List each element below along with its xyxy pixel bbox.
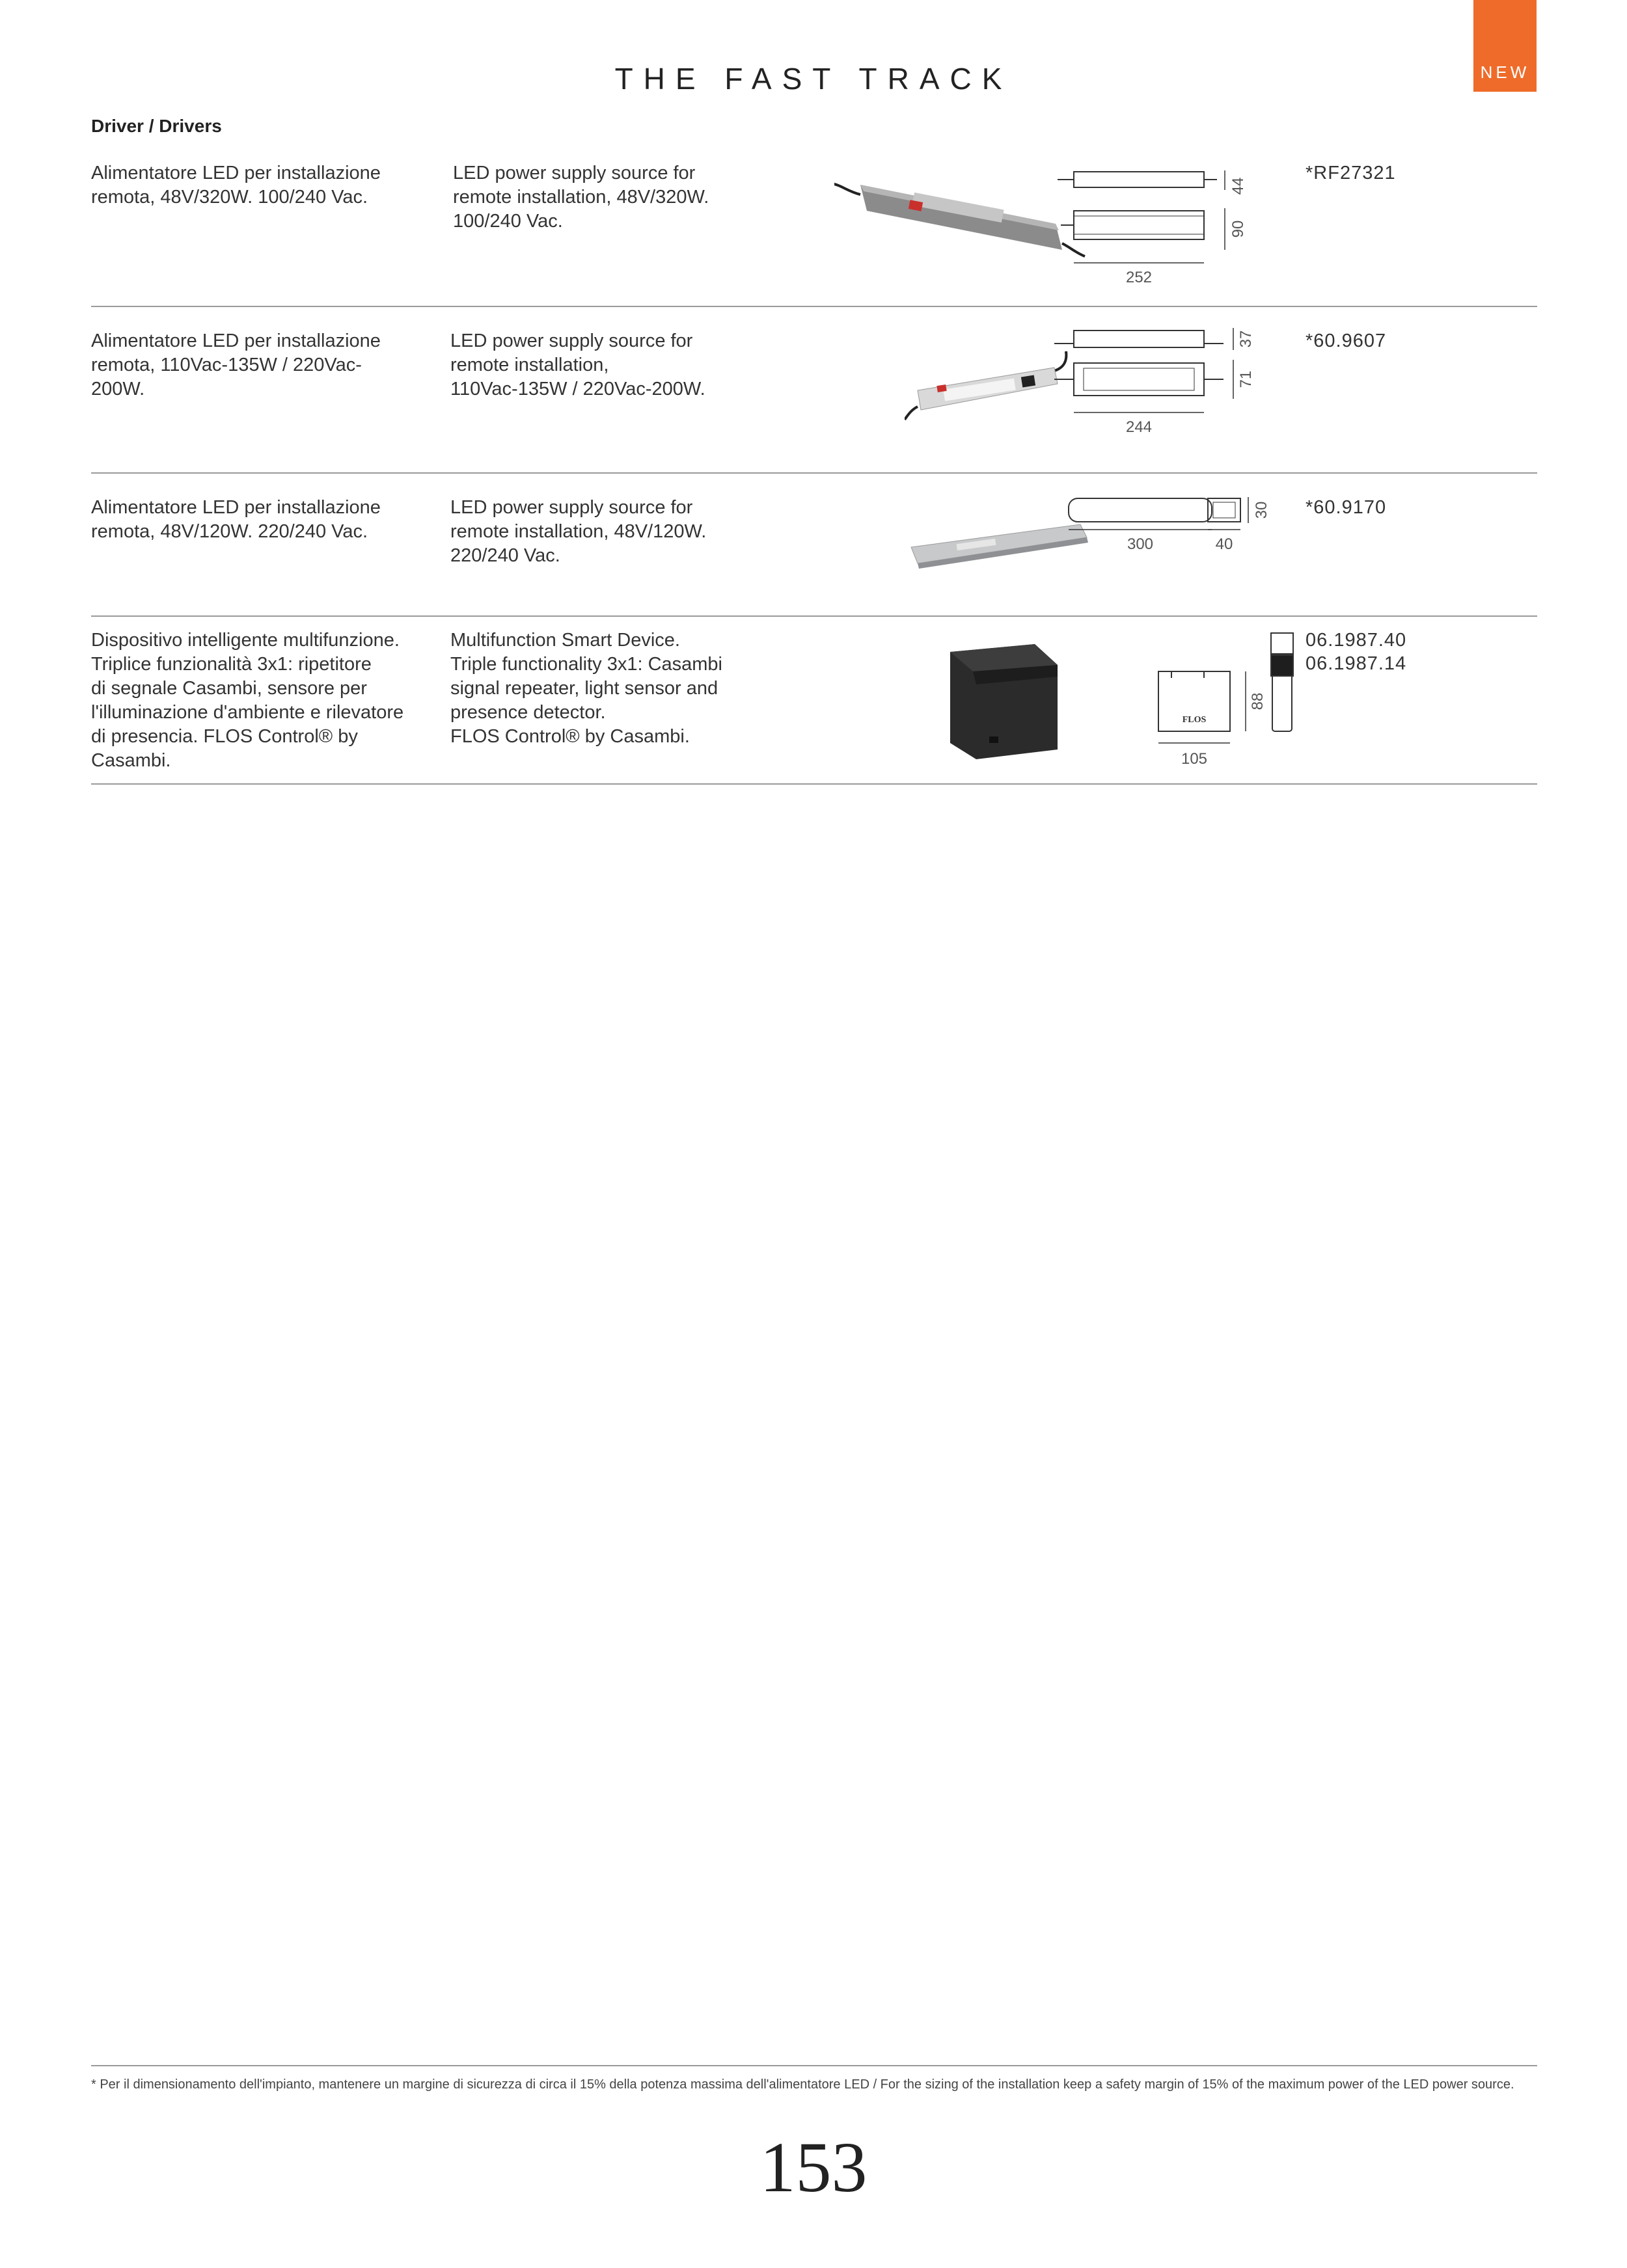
dimension-label: 30 [1253, 501, 1270, 519]
description-it: Dispositivo intelligente multifunzione. Triplice funzionalità 3x1: ripetitore di segnale Casambi, sensore per l'illuminazione d'ambiente e rilevatore di presencia. FLOS Control® by Casambi. [91, 630, 404, 771]
dimension-label: 44 [1229, 177, 1247, 195]
dimension-drawing [1145, 639, 1328, 776]
product-row-4 [91, 615, 1537, 785]
new-badge: NEW [1473, 0, 1537, 92]
dimension-label: 244 [1125, 418, 1153, 436]
dimension-label: 300 [1127, 535, 1154, 553]
device-logo: FLOS [1182, 715, 1207, 725]
product-row-2 [91, 306, 1537, 474]
product-code: 06.1987.14 [1306, 653, 1407, 674]
page-number: 153 [759, 2127, 868, 2207]
description-en: LED power supply source for remote installation, 110Vac-135W / 220Vac-200W. [450, 331, 705, 399]
color-swatch-white [1270, 632, 1294, 655]
product-code: *RF27321 [1306, 163, 1396, 183]
description-it: Alimentatore LED per installazione remota, 48V/320W. 100/240 Vac. [91, 163, 381, 208]
section-title: Driver / Drivers [91, 116, 222, 136]
dimension-label: 90 [1229, 220, 1247, 238]
dimension-label: 105 [1181, 750, 1208, 768]
product-code: *60.9170 [1306, 497, 1387, 518]
smart-device-photo [937, 639, 1067, 763]
dimension-label: 71 [1237, 370, 1255, 388]
product-code: *60.9607 [1306, 331, 1387, 351]
product-row-3 [91, 472, 1537, 617]
product-code: 06.1987.40 [1306, 630, 1407, 651]
description-it: Alimentatore LED per installazione remota, 110Vac-135W / 220Vac- 200W. [91, 331, 381, 399]
footnote: * Per il dimensionamento dell'impianto, mantenere un margine di sicurezza di circa il 15% della potenza massima dell'alimentatore LED / For the sizing of the installation keep a safety margin of 15% of the maximum power of the LED power source. [91, 2077, 1514, 2092]
description-it: Alimentatore LED per installazione remota, 48V/120W. 220/240 Vac. [91, 497, 381, 542]
product-row-1 [91, 154, 1537, 307]
description-en: Multifunction Smart Device. Triple functionality 3x1: Casambi signal repeater, light sensor and presence detector. FLOS Control® by Casambi. [450, 630, 722, 747]
description-en: LED power supply source for remote installation, 48V/120W. 220/240 Vac. [450, 497, 707, 566]
dimension-label: 252 [1125, 269, 1153, 286]
page-title: THE FAST TRACK [614, 62, 1013, 96]
dimension-label: 88 [1249, 692, 1266, 710]
dimension-label: 37 [1237, 330, 1255, 348]
power-supply-photo [834, 165, 1088, 263]
color-swatch-black [1270, 655, 1294, 677]
footnote-divider [91, 2065, 1537, 2066]
description-en: LED power supply source for remote installation, 48V/320W. 100/240 Vac. [453, 163, 709, 232]
dimension-label: 40 [1215, 535, 1233, 553]
